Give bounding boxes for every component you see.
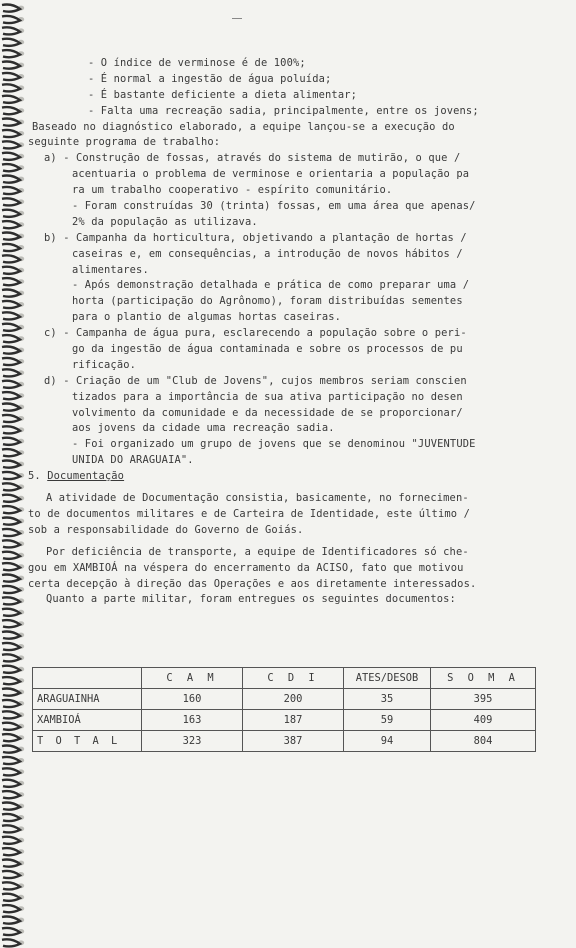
spiral-coil: [2, 575, 24, 582]
spiral-coil: [2, 233, 24, 240]
table-header-row: [33, 668, 536, 689]
table-cell: 35: [344, 689, 431, 710]
spiral-coil: [2, 917, 24, 924]
table-header-cell: [33, 668, 142, 689]
spiral-coil: [2, 882, 24, 889]
table-cell: 187: [243, 710, 344, 731]
table-cell: 94: [344, 731, 431, 752]
spiral-coil: [2, 176, 24, 183]
spiral-coil: [2, 848, 24, 855]
intro-line: Baseado no diagnóstico elaborado, a equipe lançou-se a execução do: [32, 120, 455, 133]
spiral-coil: [2, 860, 24, 867]
spiral-coil: [2, 369, 24, 376]
program-item-b-text: alimentares.: [72, 263, 149, 276]
program-item-c-text: rificação.: [72, 358, 137, 371]
program-item-d-result: - Foi organizado um grupo de jovens que se denominou "JUVENTUDE: [72, 438, 476, 451]
spiral-coil: [2, 700, 24, 707]
spiral-coil: [2, 84, 24, 91]
program-item-d-text: aos jovens da cidade uma recreação sadia.: [72, 422, 335, 435]
paragraph-line: to de documentos militares e de Carteira de Identidade, este último /: [28, 507, 470, 520]
paragraph-line: Quanto a parte militar, foram entregues os seguintes documentos:: [46, 593, 456, 606]
diagnosis-item: - Falta uma recreação sadia, principalmente, entre os jovens;: [88, 104, 479, 117]
spiral-coil: [2, 609, 24, 616]
table-row: [33, 689, 536, 710]
spiral-coil: [2, 301, 24, 308]
paragraph-line: gou em XAMBIOÁ na véspera do encerramento da ACISO, fato que motivou: [28, 561, 464, 574]
section-number: 5.: [28, 470, 41, 483]
spiral-coil: [2, 905, 24, 912]
spiral-coil: [2, 711, 24, 718]
spiral-coil: [2, 518, 24, 525]
spiral-coil: [2, 483, 24, 490]
spiral-coil: [2, 803, 24, 810]
spiral-coil: [2, 107, 24, 114]
spiral-coil: [2, 768, 24, 775]
paragraph-line: certa decepção à direção das Operações e aos diretamente interessados.: [28, 577, 477, 590]
diagnosis-item: - É normal a ingestão de água poluída;: [88, 72, 332, 85]
table-cell: 163: [142, 710, 243, 731]
spiral-coil: [2, 506, 24, 513]
table-header-cell: S O M A: [431, 668, 536, 689]
spiral-coil: [2, 461, 24, 468]
spiral-coil: [2, 187, 24, 194]
spiral-coil: [2, 746, 24, 753]
spiral-coil: [2, 597, 24, 604]
program-item-d-text: tizados para a importância de sua ativa participação no desen: [72, 390, 463, 403]
spiral-coil: [2, 928, 24, 935]
spiral-coil: [2, 119, 24, 126]
spiral-coil: [2, 939, 24, 946]
program-item-c: c) - Campanha de água pura, esclarecendo a população sobre o peri-: [44, 327, 467, 340]
spiral-coil: [2, 734, 24, 741]
intro-line: seguinte programa de trabalho:: [28, 136, 221, 149]
table-cell: 323: [142, 731, 243, 752]
spiral-coil: [2, 324, 24, 331]
spiral-coil: [2, 540, 24, 547]
program-item-a-result: - Foram construídas 30 (trinta) fossas, em uma área que apenas/: [72, 200, 476, 213]
spiral-coil: [2, 5, 24, 12]
program-item-b-text: horta (participação do Agrônomo), foram distribuídas sementes: [72, 295, 463, 308]
spiral-coil: [2, 757, 24, 764]
section-title: Documentação: [47, 470, 125, 483]
program-item-b-result: - Após demonstração detalhada e prática de como preparar uma /: [72, 279, 470, 292]
spiral-coil: [2, 837, 24, 844]
table-header-cell: ATES/DESOB: [344, 668, 431, 689]
spiral-coil: [2, 563, 24, 570]
spiral-coil: [2, 198, 24, 205]
program-item-b-text: caseiras e, em consequências, a introdução de novos hábitos /: [72, 247, 463, 260]
spiral-coil: [2, 312, 24, 319]
spiral-coil: [2, 290, 24, 297]
spiral-coil: [2, 27, 24, 34]
table-cell: 387: [243, 731, 344, 752]
table-cell: 395: [431, 689, 536, 710]
program-item-a: a) - Construção de fossas, através do sistema de mutirão, o que /: [44, 152, 461, 165]
spiral-coil: [2, 210, 24, 217]
spiral-coil: [2, 130, 24, 137]
program-item-d-text: UNIDA DO ARAGUAIA".: [72, 454, 194, 467]
spiral-coil: [2, 780, 24, 787]
spiral-coil: [2, 73, 24, 80]
spiral-coil: [2, 654, 24, 661]
spiral-coil: [2, 221, 24, 228]
spiral-coil: [2, 871, 24, 878]
spiral-coil: [2, 358, 24, 365]
spiral-coil: [2, 620, 24, 627]
section-heading: [28, 469, 560, 485]
spiral-coil: [2, 814, 24, 821]
spiral-coil: [2, 278, 24, 285]
spiral-coil: [2, 267, 24, 274]
spiral-coil: [2, 392, 24, 399]
spiral-coil: [2, 643, 24, 650]
spiral-coil: [2, 62, 24, 69]
spiral-coil: [2, 415, 24, 422]
spiral-coil: [2, 666, 24, 673]
spiral-coil: [2, 255, 24, 262]
spiral-coil: [2, 791, 24, 798]
spiral-coil: [2, 677, 24, 684]
spiral-coil: [2, 141, 24, 148]
spiral-coil: [2, 723, 24, 730]
table-row: [33, 710, 536, 731]
spiral-coil: [2, 404, 24, 411]
table-header-cell: C A M: [142, 668, 243, 689]
spiral-coil: [2, 632, 24, 639]
program-item-a-text: acentuaria o problema de verminose e orientaria a população pa: [72, 168, 470, 181]
spiral-coil: [2, 244, 24, 251]
table-header-cell: C D I: [243, 668, 344, 689]
spiral-coil: [2, 96, 24, 103]
program-item-b: b) - Campanha da horticultura, objetivando a plantação de hortas /: [44, 231, 467, 244]
diagnosis-item: - É bastante deficiente a dieta alimentar;: [88, 88, 358, 101]
documents-table: [32, 667, 536, 752]
spiral-coil: [2, 426, 24, 433]
paragraph-line: sob a responsabilidade do Governo de Goiás.: [28, 523, 304, 536]
table-row-total: [33, 731, 536, 752]
spiral-coil: [2, 552, 24, 559]
program-item-d-text: volvimento da comunidade e da necessidade de se proporcionar/: [72, 406, 463, 419]
spiral-coil: [2, 50, 24, 57]
program-item-a-text: ra um trabalho cooperativo - espírito comunitário.: [72, 184, 393, 197]
table-cell: 200: [243, 689, 344, 710]
typed-text-body: [28, 56, 560, 608]
spiral-coil: [2, 472, 24, 479]
program-item-a-text: 2% da população as utilizava.: [72, 215, 258, 228]
diagnosis-item: - O índice de verminose é de 100%;: [88, 57, 306, 69]
spiral-coil: [2, 347, 24, 354]
table-cell-label: ARAGUAINHA: [33, 689, 142, 710]
spiral-coil: [2, 449, 24, 456]
spiral-coil: [2, 16, 24, 23]
spiral-coil: [2, 164, 24, 171]
spiral-coil: [2, 495, 24, 502]
table-cell: 160: [142, 689, 243, 710]
spiral-coil: [2, 438, 24, 445]
table-cell-label: XAMBIOÁ: [33, 710, 142, 731]
program-item-b-text: para o plantio de algumas hortas caseiras.: [72, 311, 342, 324]
paragraph-line: Por deficiência de transporte, a equipe de Identificadores só che-: [46, 545, 469, 558]
page-mark: [232, 18, 242, 19]
spiral-coil: [2, 529, 24, 536]
program-item-d: d) - Criação de um "Club de Jovens", cujos membros seriam conscien: [44, 374, 467, 387]
table-cell: 804: [431, 731, 536, 752]
table-cell-label: T O T A L: [33, 731, 142, 752]
spiral-coil: [2, 825, 24, 832]
spiral-coil: [2, 689, 24, 696]
program-item-c-text: go da ingestão de água contaminada e sobre os processos de pu: [72, 343, 463, 356]
table-cell: 409: [431, 710, 536, 731]
spiral-coil: [2, 381, 24, 388]
spiral-coil: [2, 586, 24, 593]
spiral-coil: [2, 894, 24, 901]
table-cell: 59: [344, 710, 431, 731]
spiral-coil: [2, 39, 24, 46]
spiral-coil: [2, 153, 24, 160]
paragraph-line: A atividade de Documentação consistia, basicamente, no fornecimen-: [46, 492, 469, 505]
spiral-coil: [2, 335, 24, 342]
